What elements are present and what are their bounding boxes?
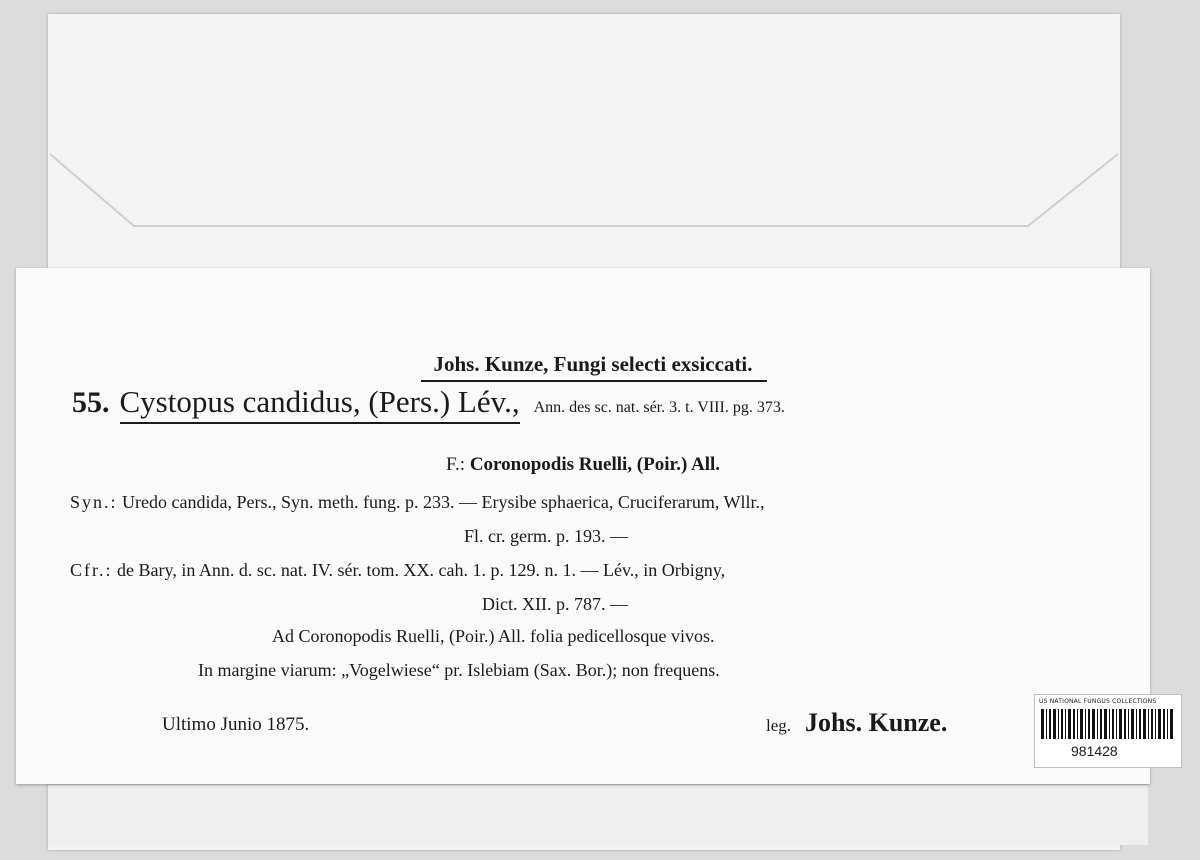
cfr-line-1 [70,560,725,581]
synonyms-line-2: Fl. cr. germ. p. 193. — [464,526,628,546]
synonyms-line-1 [70,492,765,513]
locality-line: In margine viarum: „Vogelwiese“ pr. Islebiam (Sax. Bor.); non frequens. [198,660,720,680]
barcode-number: 981428 [1071,743,1118,759]
synonyms-text-1: Uredo candida, Pers., Syn. meth. fung. p. 233. — Erysibe sphaerica, Cruciferarum, Wllr., [122,492,765,512]
species-reference: Ann. des sc. nat. sér. 3. t. VIII. pg. 373. [533,399,785,416]
barcode-label [1034,694,1182,768]
cfr-text-1: de Bary, in Ann. d. sc. nat. IV. sér. tom. XX. cah. 1. p. 129. n. 1. — Lév., in Orbigny, [117,560,726,580]
exsiccata-number: 55. [72,386,110,419]
host-name: Coronopodis Ruelli, (Poir.) All. [469,454,721,475]
species-name: Cystopus candidus, (Pers.) Lév., [120,384,520,424]
barcode-institution: US NATIONAL FUNGUS COLLECTIONS [1039,698,1157,705]
host-line [16,454,1150,476]
collector-prefix: leg. [766,716,792,735]
collector-line [766,708,947,738]
barcode-icon [1041,709,1175,739]
host-prefix: F.: [445,454,466,475]
envelope-bottom [48,784,1148,845]
species-line [72,384,785,424]
series-title: Johs. Kunze, Fungi selecti exsiccati. [16,352,1150,382]
specimen-label [16,268,1150,784]
synonyms-label: Syn.: [70,492,118,512]
habitat-line: Ad Coronopodis Ruelli, (Poir.) All. folia pedicellosque vivos. [272,626,715,646]
cfr-line-2: Dict. XII. p. 787. — [482,594,628,614]
collection-date: Ultimo Junio 1875. [162,714,310,735]
collector-name: Johs. Kunze. [805,708,948,737]
cfr-label: Cfr.: [70,560,113,580]
